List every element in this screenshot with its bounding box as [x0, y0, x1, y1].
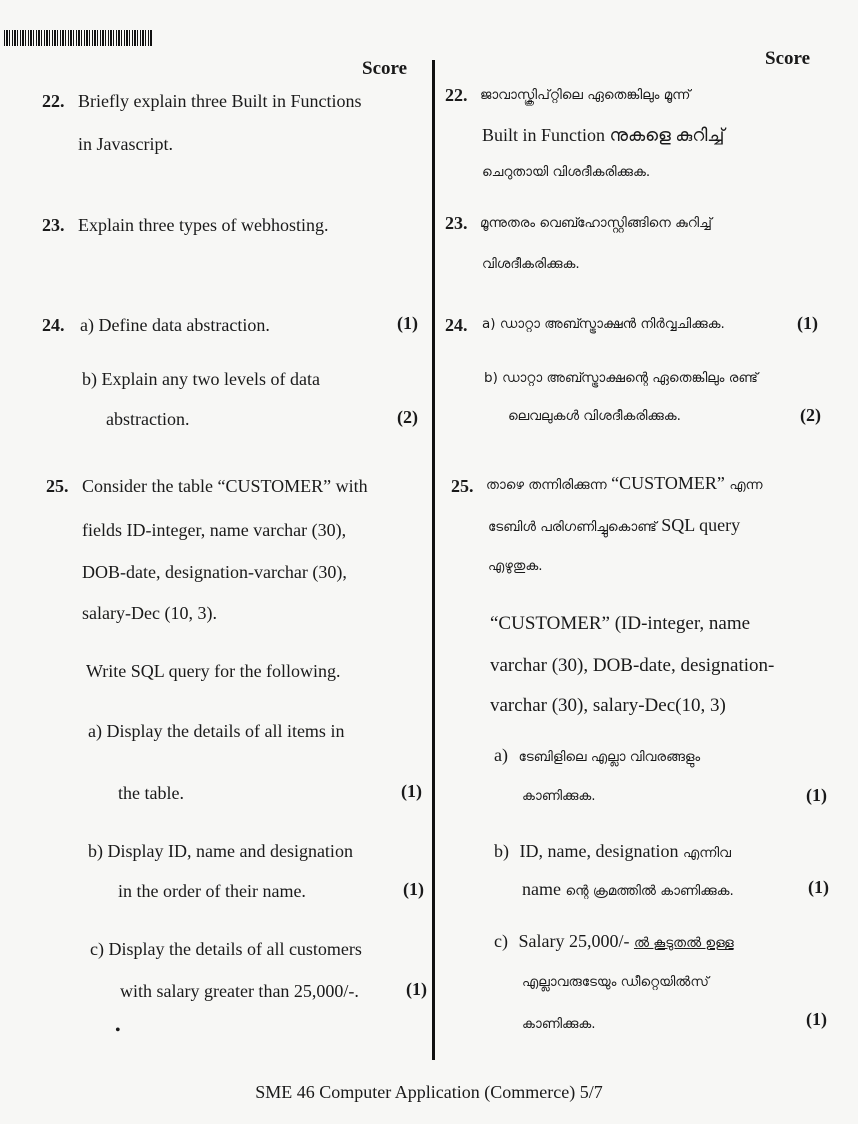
q25b-text-line1: b) Display ID, name and designation: [88, 841, 353, 861]
ml-q25-line2-en: SQL query: [661, 515, 741, 535]
q24b-text-line2: abstraction.: [106, 409, 190, 429]
column-divider: [432, 60, 435, 1060]
q25a-mark: (1): [401, 781, 422, 801]
ml-q25-number: 25.: [451, 476, 474, 496]
stray-dot: •: [115, 1022, 121, 1039]
q25a-text-line2: the table.: [118, 783, 184, 803]
q24a-text: a) Define data abstraction.: [80, 315, 270, 335]
ml-q22-text-line2: Built in Function നുകളെ കുറിച്ച്: [482, 125, 725, 145]
q25c-mark: (1): [406, 979, 427, 999]
q25-text-line1: Consider the table “CUSTOMER” with: [82, 476, 368, 496]
q25c-text-line2: with salary greater than 25,000/-.: [120, 981, 359, 1001]
ml-q24a-text: a) ഡാറ്റാ അബ്സ്ട്രാക്ഷൻ നിർവ്വചിക്കുക.: [482, 316, 725, 332]
ml-q24b-text-line1: b) ഡാറ്റാ അബ്സ്ട്രാക്ഷന്റെ ഏതെങ്കിലും രണ്ട്: [484, 370, 758, 386]
ml-q25b-line1: [494, 842, 731, 861]
ml-q22-text-line1: ജാവാസ്ക്രിപ്റ്റിലെ ഏതെങ്കിലും മൂന്ന്: [480, 87, 691, 103]
ml-q23-number: 23.: [445, 213, 468, 233]
ml-q25-line2: [488, 516, 740, 535]
ml-q25b-text-en: ID, name, designation: [519, 841, 679, 861]
q25-instruction: Write SQL query for the following.: [86, 661, 341, 681]
q23-text: Explain three types of webhosting.: [78, 215, 329, 235]
ml-q24-number: 24.: [445, 315, 468, 335]
ml-q25-line1-pre: താഴെ തന്നിരിക്കുന്ന: [486, 477, 607, 493]
page-footer: SME 46 Computer Application (Commerce) 5/7: [255, 1082, 603, 1102]
ml-q25-line2-pre: ടേബിൾ പരിഗണിച്ചുകൊണ്ട്: [488, 519, 657, 535]
q25-text-line2: fields ID-integer, name varchar (30),: [82, 520, 347, 540]
q25b-mark: (1): [403, 879, 424, 899]
q24b-mark: (2): [397, 407, 418, 427]
q25b-text-line2: in the order of their name.: [118, 881, 306, 901]
q25c-text-line1: c) Display the details of all customers: [90, 939, 362, 959]
q24a-mark: (1): [397, 313, 418, 333]
ml-q25a-prefix: a): [494, 745, 508, 765]
ml-q23-text-line1: മൂന്നുതരം വെബ്ഹോസ്റ്റിങ്ങിനെ കുറിച്ച്: [480, 215, 712, 231]
q22-text-line2: in Javascript.: [78, 134, 173, 154]
q25-text-line3: DOB-date, designation-varchar (30),: [82, 562, 347, 582]
ml-q25c-text-line2: എല്ലാവരുടേയും ഡീറ്റെയിൽസ്: [522, 974, 709, 990]
ml-q25c-text-line3: കാണിക്കുക.: [522, 1016, 596, 1032]
q25-number: 25.: [46, 476, 69, 496]
q22-text-line1: Briefly explain three Built in Functions: [78, 91, 362, 111]
ml-q22-text-line2-wrap: [482, 126, 724, 144]
q22-number: 22.: [42, 91, 65, 111]
ml-q25b-mark: (1): [808, 877, 829, 897]
q25a-text-line1: a) Display the details of all items in: [88, 721, 345, 741]
ml-q25-table-line2: varchar (30), DOB-date, designation-: [490, 655, 775, 676]
ml-q25c-line1: [494, 932, 734, 951]
q25-text-line4: salary-Dec (10, 3).: [82, 603, 217, 623]
q24b-text-line1: b) Explain any two levels of data: [82, 369, 320, 389]
ml-q22-number: 22.: [445, 85, 468, 105]
ml-q25c-text-en: Salary 25,000/-: [518, 931, 630, 951]
ml-q24a-mark: (1): [797, 313, 818, 333]
q24-number: 24.: [42, 315, 65, 335]
ml-q25-line3: എഴുതുക.: [488, 558, 543, 574]
ml-q25b-line2: [522, 880, 734, 899]
ml-q25b-line2-ml: ന്റെ ക്രമത്തിൽ കാണിക്കുക.: [565, 883, 734, 899]
ml-q25b-line2-en: name: [522, 879, 561, 899]
ml-q25a-mark: (1): [806, 785, 827, 805]
barcode: [4, 30, 152, 46]
ml-q24b-text-line2: ലെവലുകൾ വിശദീകരിക്കുക.: [508, 408, 681, 424]
q23-number: 23.: [42, 215, 65, 235]
ml-q25c-text-ml: ൽ കൂടുതൽ ഉള്ള: [633, 935, 734, 951]
ml-q25a-text-line1: ടേബിളിലെ എല്ലാ വിവരങ്ങളും: [518, 749, 701, 765]
ml-q25c-prefix: c): [494, 931, 508, 951]
score-heading-left: Score: [362, 58, 408, 79]
ml-q25b-text-ml: എന്നിവ: [682, 845, 732, 861]
ml-q25-table-line1: “CUSTOMER” (ID-integer, name: [490, 613, 751, 634]
ml-q25c-mark: (1): [806, 1009, 827, 1029]
ml-q25b-prefix: b): [494, 841, 509, 861]
ml-q25-line1-en: “CUSTOMER”: [611, 473, 725, 493]
ml-q25a-text-line2: കാണിക്കുക.: [522, 788, 596, 804]
ml-q25a-line1: [494, 746, 700, 765]
ml-q23-text-line2: വിശദീകരിക്കുക.: [482, 256, 580, 272]
score-heading-right: Score: [765, 48, 811, 69]
ml-q25-table-line3: varchar (30), salary-Dec(10, 3): [490, 695, 726, 716]
ml-q24b-mark: (2): [800, 405, 821, 425]
ml-q25-line1: [486, 474, 763, 493]
ml-q25-line1-post: എന്ന: [729, 477, 763, 493]
ml-q22-text-line3: ചെറുതായി വിശദീകരിക്കുക.: [482, 164, 651, 180]
